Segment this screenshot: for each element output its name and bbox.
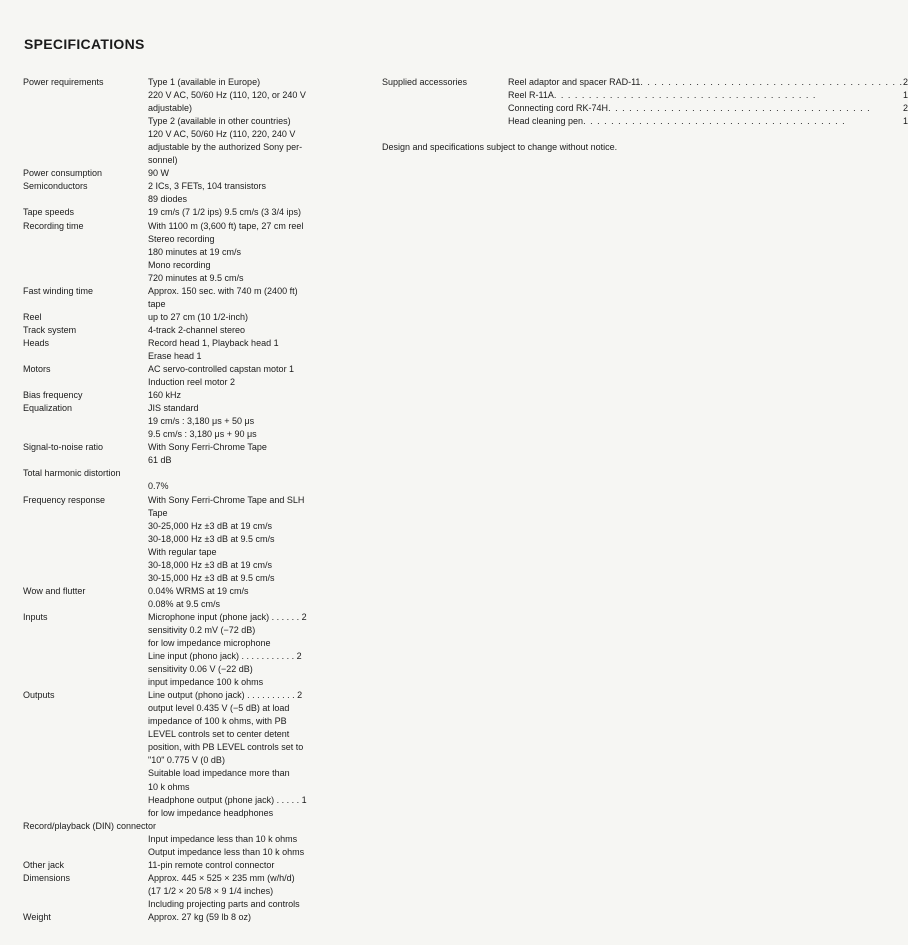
spec-row [23,820,373,833]
spec-value-line: AC servo-controlled capstan motor 1 [148,364,295,375]
spec-row [23,220,373,285]
accessories-label: Supplied accessories [382,77,468,87]
spec-row [23,833,373,859]
spec-value-line: 4-track 2-channel stereo [148,324,246,335]
spec-values [148,585,373,611]
spec-label: Tape speeds [23,207,75,218]
spec-values [148,872,373,911]
spec-value-line: 0.04% WRMS at 19 cm/s [148,585,249,596]
spec-value-line: 9.5 cm/s : 3,180 μs + 90 μs [148,429,257,440]
dot-leader [554,89,903,102]
spec-value-line: Type 1 (available in Europe) [148,77,261,87]
dot-leader [583,115,903,128]
spec-row [23,441,373,467]
spec-values [148,441,373,467]
spec-value-line: sensitivity 0.2 mV (−72 dB) [148,624,256,635]
spec-label: Recording time [23,220,84,231]
supplied-accessories [382,76,908,128]
spec-values [148,220,373,285]
spec-value-line: JIS standard [148,403,199,414]
right-column [382,76,908,154]
spec-value-line: 0.7% [148,481,169,492]
spec-row [23,480,373,493]
spec-value-line: 30-15,000 Hz ±3 dB at 9.5 cm/s [148,572,275,583]
spec-label: Bias frequency [23,390,83,401]
dot-leader [640,76,903,89]
spec-value-line: Line input (phono jack) . . . . . . . . . . . 2 [148,651,302,662]
spec-row [23,206,373,219]
spec-value-line: With Sony Ferri-Chrome Tape [148,442,267,453]
spec-value-line: Approx. 150 sec. with 740 m (2400 ft) [148,285,298,296]
spec-value-line: 120 V AC, 50/60 Hz (110, 220, 240 V [148,129,296,140]
spec-values [148,180,373,206]
spec-row [23,402,373,441]
spec-value-line: sonnel) [148,155,178,166]
spec-value-line: 180 minutes at 19 cm/s [148,246,242,257]
spec-values [148,480,373,493]
accessory-qty: 1 [902,90,908,101]
spec-row [23,337,373,363]
spec-value-line: 19 cm/s (7 1/2 ips) 9.5 cm/s (3 3/4 ips) [148,207,302,218]
spec-label: Motors [23,364,51,375]
spec-label: Reel [23,311,42,322]
accessory-name: Reel adaptor and spacer RAD-11 [508,77,641,87]
spec-value-line: With 1100 m (3,600 ft) tape, 27 cm reel [148,220,304,231]
spec-values [148,402,373,441]
spec-values [148,833,373,859]
specifications-list [23,76,373,924]
spec-row [23,167,373,180]
spec-label: Fast winding time [23,285,94,296]
spec-values [148,689,373,819]
spec-row [23,911,373,924]
spec-label: Heads [23,337,50,348]
spec-value-line: adjustable by the authorized Sony per- [148,142,303,153]
spec-values [148,911,373,924]
spec-row [23,285,373,311]
accessory-qty: 2 [902,77,908,87]
spec-value-line: position, with PB LEVEL controls set to [148,742,304,753]
spec-label: Other jack [23,859,65,870]
spec-value-line: 19 cm/s : 3,180 μs + 50 μs [148,416,255,427]
spec-values [148,859,373,872]
spec-value-line: Stereo recording [148,233,215,244]
spec-label: Record/playback (DIN) connector [23,820,157,831]
spec-label: Outputs [23,690,55,701]
spec-value-line: LEVEL controls set to center detent [148,729,290,740]
spec-label: Weight [23,912,51,922]
spec-value-line: 30-18,000 Hz ±3 dB at 9.5 cm/s [148,533,275,544]
spec-value-line: up to 27 cm (10 1/2-inch) [148,311,249,322]
spec-value-line: 30-18,000 Hz ±3 dB at 19 cm/s [148,559,273,570]
spec-label [23,480,148,493]
spec-values [148,363,373,389]
spec-values [148,389,373,402]
spec-label: Equalization [23,403,73,414]
spec-value-line: 89 diodes [148,194,188,205]
spec-value-line: 11-pin remote control connector [148,859,275,870]
spec-value-line: Erase head 1 [148,350,202,361]
spec-row [23,859,373,872]
spec-value-line: Approx. 27 kg (59 lb 8 oz) [148,912,252,922]
spec-row [23,311,373,324]
spec-label [23,833,148,859]
spec-value-line: With regular tape [148,546,217,557]
spec-value-line: input impedance 100 k ohms [148,677,264,688]
spec-row [23,611,373,689]
accessory-name: Connecting cord RK-74H [508,103,609,114]
spec-values [148,324,373,337]
spec-value-line: Record head 1, Playback head 1 [148,337,279,348]
accessory-qty: 1 [902,116,908,127]
spec-row [23,363,373,389]
spec-value-line: Suitable load impedance more than [148,768,290,779]
accessory-name: Reel R-11A [508,90,554,101]
spec-value-line: Line output (phono jack) . . . . . . . . . . 2 [148,690,303,701]
spec-value-line: Mono recording [148,259,211,270]
spec-value-line: for low impedance headphones [148,807,274,818]
spec-value-line: 220 V AC, 50/60 Hz (110, 120, or 240 V [148,90,306,101]
spec-value-line: Microphone input (phone jack) . . . . . . 2 [148,611,307,622]
spec-label: Power consumption [23,168,103,179]
spec-value-line: sensitivity 0.06 V (−22 dB) [148,664,253,675]
spec-row [23,494,373,585]
spec-value-line: 30-25,000 Hz ±3 dB at 19 cm/s [148,520,273,531]
accessory-name: Head cleaning pen [508,116,584,127]
spec-value-line: output level 0.435 V (−5 dB) at load [148,703,290,714]
spec-value-line: Approx. 445 × 525 × 235 mm (w/h/d) [148,872,295,883]
accessory-item [508,76,908,89]
accessory-qty: 2 [902,103,908,114]
spec-value-line: 720 minutes at 9.5 cm/s [148,272,244,283]
spec-value-line: (17 1/2 × 20 5/8 × 9 1/4 inches) [148,885,274,896]
spec-value-line: Output impedance less than 10 k ohms [148,846,305,857]
spec-values [148,611,373,689]
accessories-list [508,76,908,128]
spec-value-line: tape [148,298,166,309]
spec-values [148,311,373,324]
spec-value-line: Including projecting parts and controls [148,898,300,909]
spec-values [148,337,373,363]
spec-label: Power requirements [23,77,104,87]
spec-label: Total harmonic distortion [23,468,121,479]
accessory-item [508,115,908,128]
spec-row [23,689,373,819]
spec-value-line: 0.08% at 9.5 cm/s [148,598,221,609]
spec-label: Frequency response [23,494,106,505]
spec-value-line: With Sony Ferri-Chrome Tape and SLH [148,494,305,505]
spec-values [148,167,373,180]
accessory-item [508,89,908,102]
spec-values [148,76,373,167]
dot-leader [608,102,903,115]
spec-value-line: 160 kHz [148,390,182,401]
spec-value-line: impedance of 100 k ohms, with PB [148,716,287,727]
spec-label: Semiconductors [23,181,88,192]
spec-row [23,585,373,611]
spec-label: Track system [23,324,77,335]
spec-value-line: Input impedance less than 10 k ohms [148,833,298,844]
spec-value-line: Induction reel motor 2 [148,377,236,388]
page-title: SPECIFICATIONS [24,36,145,52]
spec-value-line: 2 ICs, 3 FETs, 104 transistors [148,181,267,192]
spec-value-line: adjustable) [148,103,193,114]
accessory-item [508,102,908,115]
disclaimer-note: Design and specifications subject to change without notice. [382,142,618,153]
spec-row [23,76,373,167]
spec-label: Signal-to-noise ratio [23,442,104,453]
spec-row [23,872,373,911]
spec-value-line: 61 dB [148,455,172,466]
spec-row [23,180,373,206]
spec-label: Wow and flutter [23,585,86,596]
spec-value-line: "10" 0.775 V (0 dB) [148,755,225,766]
spec-value-line: Headphone output (phone jack) . . . . . 1 [148,794,307,805]
spec-value-line: Tape [148,507,168,518]
spec-value-line: 90 W [148,168,170,179]
spec-row [23,324,373,337]
spec-value-line: Type 2 (available in other countries) [148,116,291,127]
spec-label: Dimensions [23,872,71,883]
spec-value-line: 10 k ohms [148,781,190,792]
spec-row [23,389,373,402]
spec-values [148,206,373,219]
spec-label: Inputs [23,611,48,622]
spec-value-line: for low impedance microphone [148,638,271,649]
spec-row [23,467,373,480]
spec-values [148,494,373,585]
spec-values [148,285,373,311]
